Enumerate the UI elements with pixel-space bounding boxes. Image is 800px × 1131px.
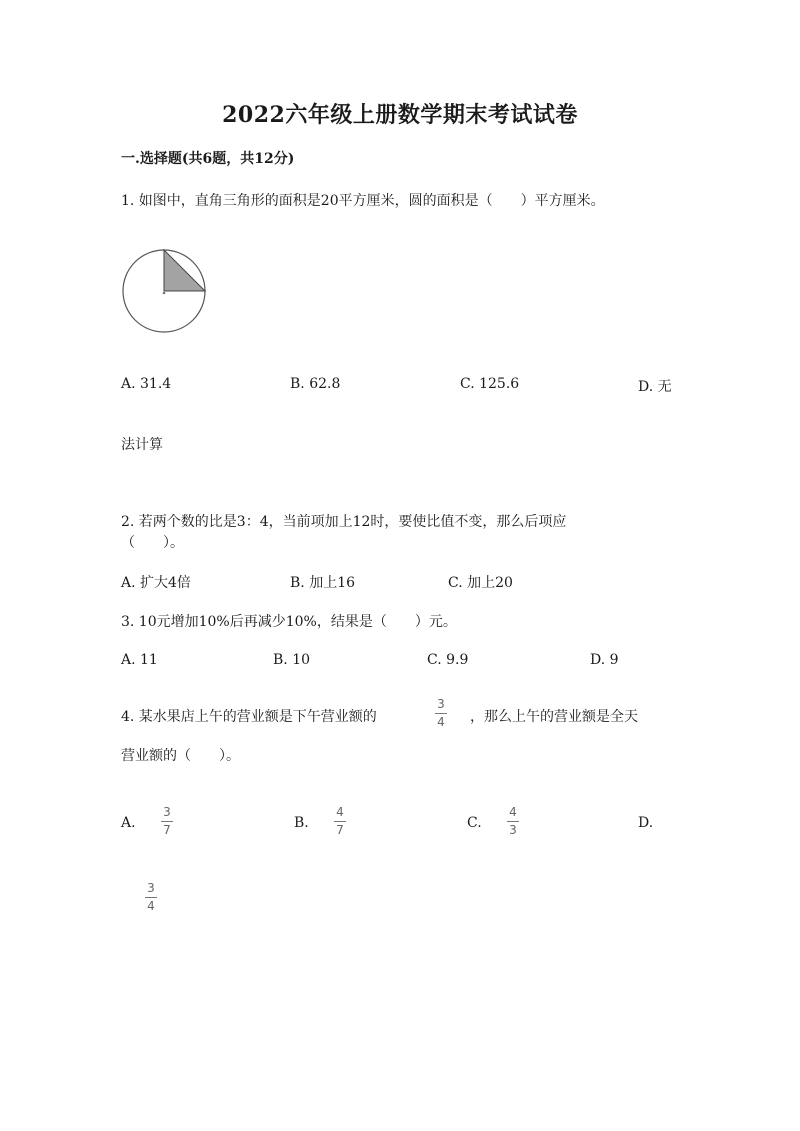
fraction-numerator: 3 [163, 805, 171, 819]
question-3-text: 3. 10元增加10%后再减少10%，结果是（ ）元。 [121, 614, 457, 630]
question-4-line1-start: 4. 某水果店上午的营业额是下午营业额的 [121, 709, 377, 725]
question-2-line2: （ ）。 [121, 535, 184, 551]
fraction-bar [507, 821, 519, 822]
question-4-line1-end: ，那么上午的营业额是全天 [470, 709, 638, 725]
fraction-bar [145, 897, 157, 898]
q3-option-d: D. 9 [590, 652, 619, 668]
fraction-denominator: 7 [163, 823, 171, 837]
q4-option-a-label: A. [121, 815, 136, 831]
circle-triangle-figure [121, 248, 211, 334]
q3-option-c: C. 9.9 [427, 652, 469, 668]
fraction-denominator: 4 [437, 715, 445, 729]
q4-option-d-label: D. [638, 815, 654, 831]
q3-option-b: B. 10 [273, 652, 311, 668]
q1-option-b: B. 62.8 [290, 376, 341, 392]
q3-option-a: A. 11 [121, 652, 158, 668]
fraction-numerator: 3 [147, 881, 155, 895]
q1-option-a: A. 31.4 [121, 376, 172, 392]
q1-option-c: C. 125.6 [460, 376, 520, 392]
fraction-bar [334, 821, 346, 822]
fraction-bar [161, 821, 173, 822]
q4-option-b-label: B. [294, 815, 309, 831]
section-heading-choice: 一.选择题(共6题，共12分) [121, 151, 295, 167]
center-dot [163, 292, 166, 295]
fraction-bar [435, 713, 447, 714]
q2-option-a: A. 扩大4倍 [121, 575, 191, 591]
question-2-line1: 2. 若两个数的比是3：4，当前项加上12时，要使比值不变，那么后项应 [121, 514, 567, 530]
fraction-numerator: 4 [509, 805, 517, 819]
q2-option-c: C. 加上20 [448, 575, 513, 591]
fraction-denominator: 7 [336, 823, 344, 837]
q2-option-b: B. 加上16 [290, 575, 356, 591]
q4-option-c-fraction [506, 806, 520, 837]
fraction-denominator: 3 [509, 823, 517, 837]
question-4-line2: 营业额的（ ）。 [121, 748, 240, 764]
q4-option-a-fraction [160, 806, 174, 837]
q1-option-d-continuation: 法计算 [121, 437, 163, 453]
q1-option-d: D. 无 [638, 379, 672, 395]
page-title: 2022六年级上册数学期末考试试卷 [222, 102, 578, 128]
fraction-denominator: 4 [147, 899, 155, 913]
q4-option-c-label: C. [467, 815, 482, 831]
fraction-numerator: 4 [336, 805, 344, 819]
q4-option-b-fraction [333, 806, 347, 837]
q4-option-d-fraction [144, 882, 158, 913]
fraction-numerator: 3 [437, 697, 445, 711]
question-1-text: 1. 如图中，直角三角形的面积是20平方厘米，圆的面积是（ ）平方厘米。 [121, 193, 605, 209]
q4-inline-fraction [434, 698, 448, 729]
